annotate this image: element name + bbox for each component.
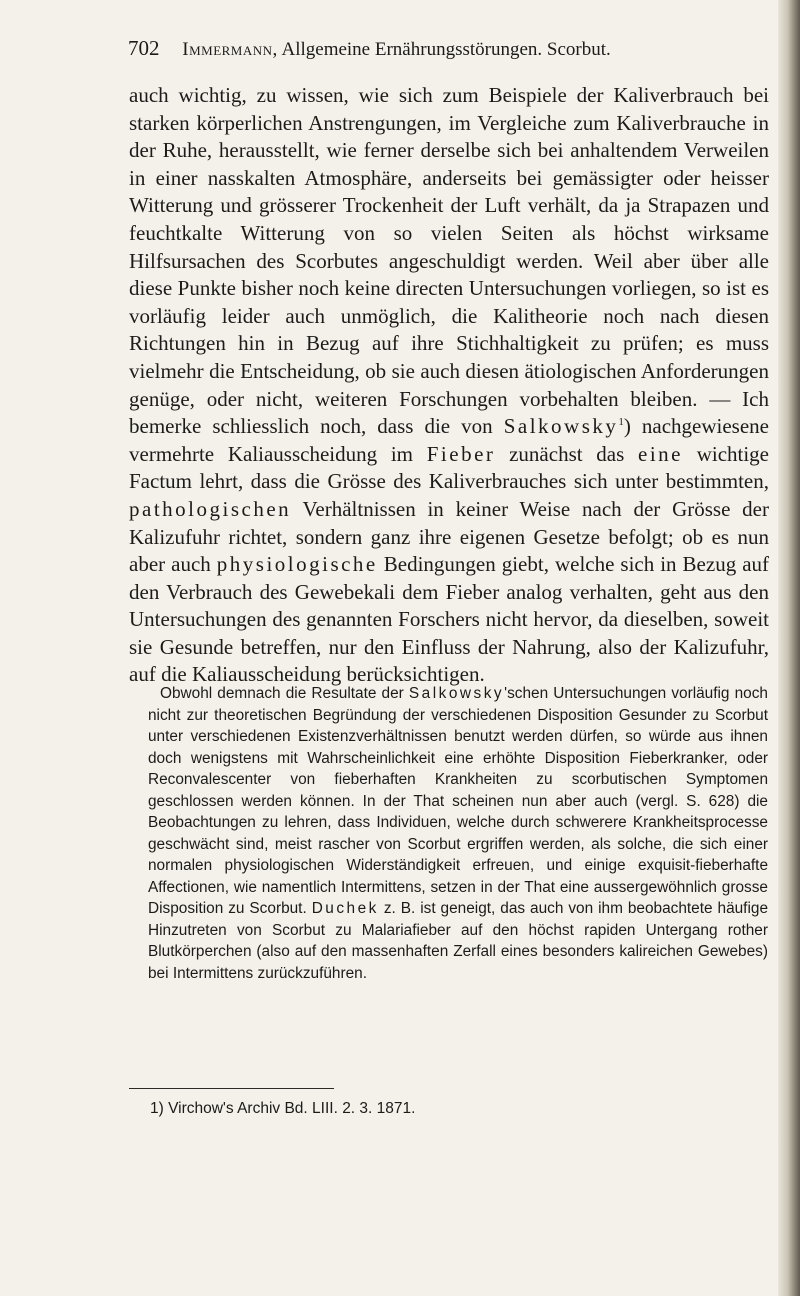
main-text-6: Bedingungen giebt, welche sich in Bezug auf den Verbrauch des Gewebekali dem Fieber analog verhalten, geht aus den Untersuchungen des genannten Forschers nicht hervor, da dieselben, soweit sie Gesunde betreffen, nur den Einfluss der Nahrung, also der Kalizufuhr, auf die Kaliausscheidung berücksichtigen.: [129, 552, 770, 687]
page-edge-shadow: [778, 0, 800, 1296]
main-text-1: auch wichtig, zu wissen, wie sich zum Beispiele der Kaliverbrauch bei starken körperlichen Anstrengungen, im Vergleiche zum Kaliverbrauche in der Ruhe, herausstellt, wie ferner derselbe sich bei anhaltendem Verweilen in einer nasskalten Atmosphäre, anderseits bei gemässigter oder heisser Witterung und grösserer Trockenheit der Luft verhält, da ja Strapazen und feuchtkalte Witterung von so vielen Seiten als höchst wirksame Hilfsursachen des Scorbutes angeschuldigt werden. Weil aber über alle diese Punkte bisher noch keine directen Untersuchungen vorliegen, so ist es vorläufig leider auch unmöglich, die Kalitheorie noch nach diesen Richtungen hin in Bezug auf ihre Stichhaltigkeit zu prüfen; es muss vielmehr die Entscheidung, ob sie auch diesen ätiologischen Anforderungen genüge, oder nicht, weiteren Forschungen vorbehalten bleiben. — Ich bemerke schliesslich noch, dass die von: [129, 83, 769, 439]
emph-pathologischen: pathologischen: [129, 496, 292, 521]
emph-fieber: Fieber: [426, 441, 496, 466]
small-text-3: z. B. ist geneigt, das auch von ihm beobachtete häufige Hinzutreten von Scorbut zu Malariafieber auf den höchst rapiden Untergang rother Blutkörperchen (also auf den massenhaften Zerfall eines besonders kalireichen Gewebes) bei Intermittens zurückzuführen.: [148, 900, 768, 982]
main-text-4: wichtige Factum lehrt, dass die Grösse des Kaliverbrauches sich unter bestimmten,: [129, 441, 770, 494]
footnote-rule: [129, 1088, 334, 1089]
emph-physiologische: physiologische: [216, 552, 378, 577]
main-text-5: Verhältnissen in keiner Weise nach der Grösse der Kalizufuhr richtet, sondern ganz ihre eigenen Gesetze befolgt; ob es nun aber auch: [129, 496, 769, 577]
running-header: [128, 36, 688, 66]
small-text-1: Obwohl demnach die Resultate der: [160, 685, 409, 702]
footnote-ref: 1: [618, 416, 624, 429]
name-salkowsky: Salkowsky: [503, 414, 619, 439]
main-text-2: ) nachgewiesene vermehrte Kaliausscheidung im: [129, 414, 769, 466]
header-title: Allgemeine Ernährungsstörungen. Scorbut.: [281, 39, 611, 60]
page-number: 702: [128, 36, 160, 60]
emph-eine: eine: [638, 441, 683, 466]
name-duchek: Duchek: [311, 900, 379, 917]
main-paragraph: [129, 82, 769, 689]
name-salkowsky-small: Salkowsky: [408, 685, 505, 702]
header-author: Immermann,: [182, 39, 278, 60]
small-print-paragraph: [148, 683, 768, 984]
small-text-2: 'schen Untersuchungen vorläufig noch nicht zur theoretischen Begründung der verschiedenen Disposition Gesunder zu Scorbut unter verschiedenen Existenzverhältnissen benutzt werden dürfen, so würde aus ihnen doch wenigstens mit Wahrscheinlichkeit eine erhöhte Disposition Fieberkranker, oder Reconvalescenter von fieberhaften Krankheiten zu scorbutischen Symptomen geschlossen werden können. In der That scheinen nun aber auch (vergl. S. 628) die Beobachtungen zu lehren, dass Individuen, welche durch schwerere Krankheitsprocesse geschwächt sind, meist rascher von Scorbut ergriffen werden, als solche, die sich einer normalen physiologischen Widerständigkeit erfreuen, und einige exquisit-fieberhafte Affectionen, wie namentlich Intermittens, setzen in der That eine aussergewöhnlich grosse Disposition zu Scorbut.: [148, 685, 768, 917]
main-text-3: zunächst das: [495, 441, 638, 466]
footnote: 1) Virchow's Archiv Bd. LIII. 2. 3. 1871.: [150, 1100, 416, 1117]
